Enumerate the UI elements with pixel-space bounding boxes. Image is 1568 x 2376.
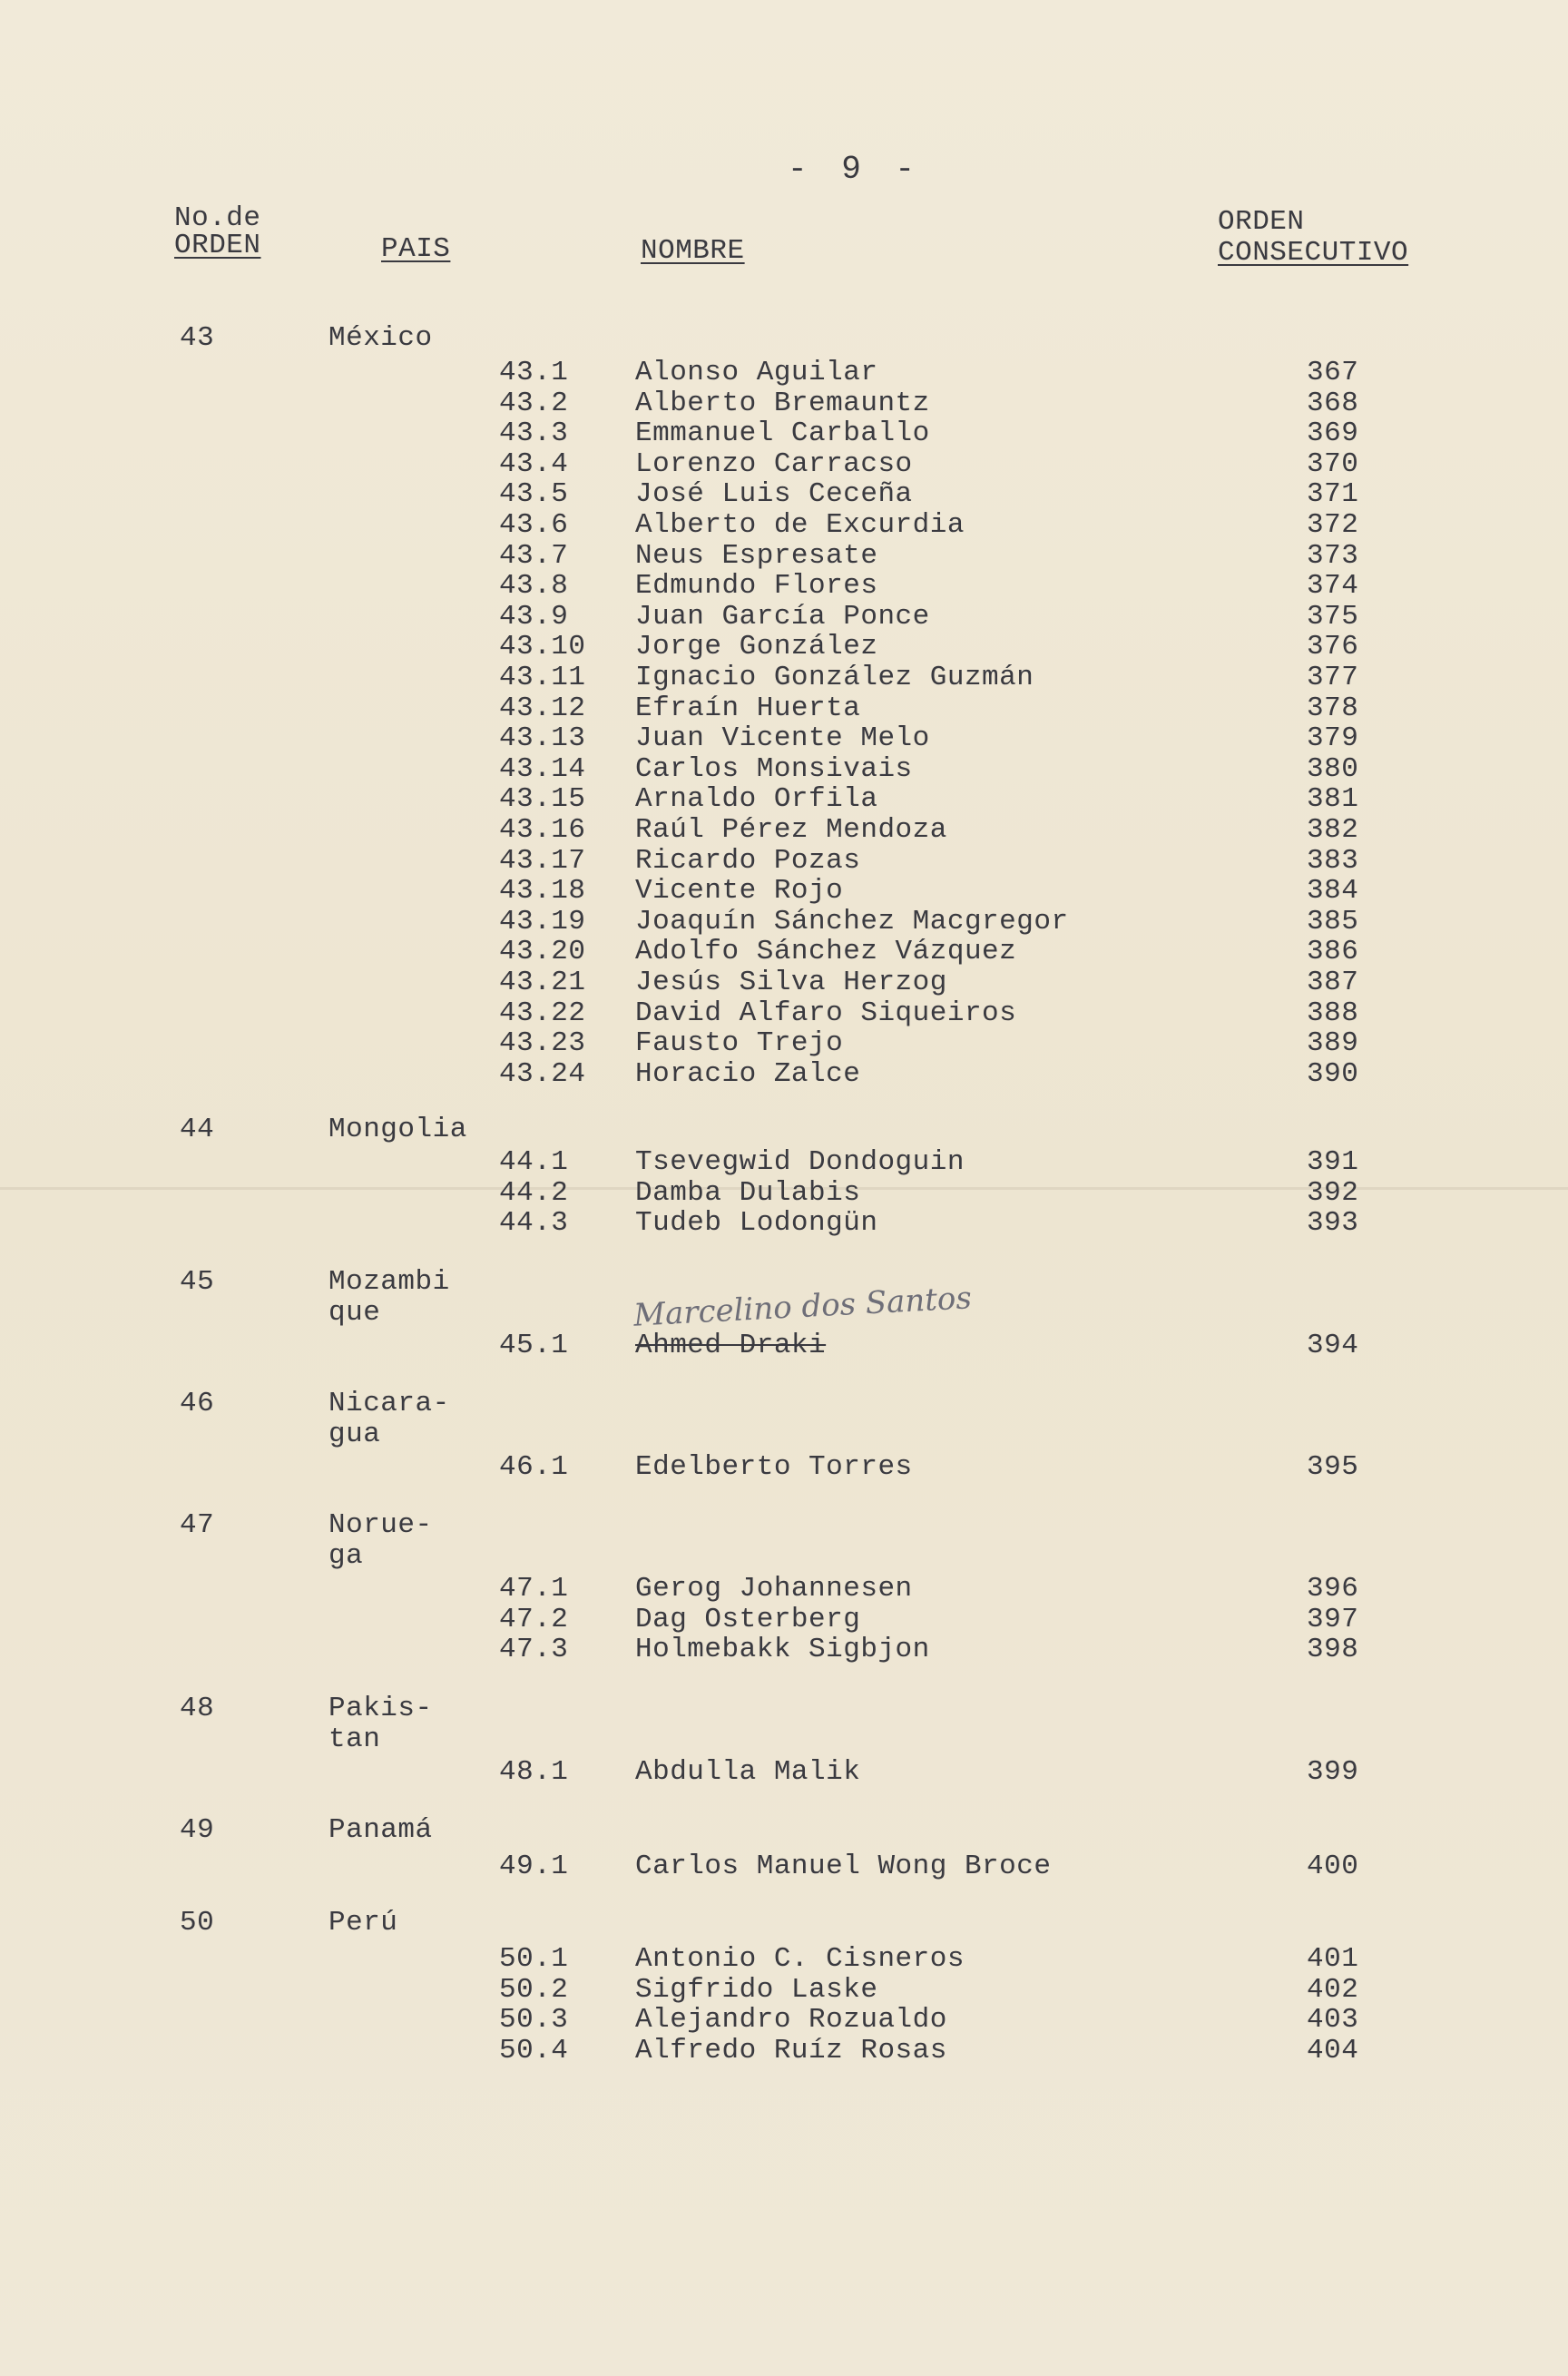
entry-consecutivo: 392 xyxy=(1307,1176,1359,1209)
entry-name: Emmanuel Carballo xyxy=(635,417,930,450)
country-name: Mongolia xyxy=(328,1114,467,1145)
country-name: Norue- ga xyxy=(328,1509,433,1572)
entry-name: Jesús Silva Herzog xyxy=(635,967,947,998)
entry-number: 43.13 xyxy=(499,722,586,755)
entry-number: 43.14 xyxy=(499,752,586,785)
entry-name: Alberto de Excurdia xyxy=(635,509,965,541)
header-pais: PAIS xyxy=(381,233,451,265)
entry-name: Juan García Ponce xyxy=(635,600,930,633)
entry-consecutivo: 381 xyxy=(1307,783,1359,816)
entry-name: Alonso Aguilar xyxy=(635,357,878,388)
entry-consecutivo: 384 xyxy=(1307,875,1359,908)
entry-number: 48.1 xyxy=(499,1756,569,1788)
entry-number: 43.8 xyxy=(499,570,569,603)
header-orden-line2: CONSECUTIVO xyxy=(1218,237,1409,269)
entry-consecutivo: 370 xyxy=(1307,447,1359,480)
entry-consecutivo: 380 xyxy=(1307,752,1359,785)
entry-name: Carlos Manuel Wong Broce xyxy=(635,1851,1052,1882)
entry-number: 43.22 xyxy=(499,997,586,1029)
entry-number: 43.21 xyxy=(499,967,586,998)
entry-name: Holmebakk Sigbjon xyxy=(635,1634,930,1666)
entry-number: 44.3 xyxy=(499,1207,569,1240)
entry-name: Raúl Pérez Mendoza xyxy=(635,814,947,846)
group-number: 43 xyxy=(180,322,215,354)
entry-number: 43.7 xyxy=(499,539,569,572)
entry-consecutivo: 399 xyxy=(1307,1756,1359,1788)
entry-number: 43.12 xyxy=(499,692,586,724)
entry-consecutivo: 388 xyxy=(1307,997,1359,1029)
entry-number: 43.15 xyxy=(499,783,586,816)
header-nombre: NOMBRE xyxy=(641,235,745,267)
entry-number: 50.1 xyxy=(499,1943,569,1975)
entry-name: Efraín Huerta xyxy=(635,692,861,724)
entry-number: 44.1 xyxy=(499,1146,569,1178)
entry-consecutivo: 377 xyxy=(1307,662,1359,693)
entry-number: 43.4 xyxy=(499,447,569,480)
entry-name: David Alfaro Siqueiros xyxy=(635,997,1017,1029)
entry-consecutivo: 390 xyxy=(1307,1057,1359,1090)
entry-number: 47.1 xyxy=(499,1573,569,1605)
entry-consecutivo: 394 xyxy=(1307,1330,1359,1361)
entry-name: Edelberto Torres xyxy=(635,1451,913,1483)
entry-name: Damba Dulabis xyxy=(635,1176,861,1209)
entry-consecutivo: 368 xyxy=(1307,387,1359,419)
entry-consecutivo: 403 xyxy=(1307,2004,1359,2037)
entry-number: 43.11 xyxy=(499,662,586,693)
entry-consecutivo: 375 xyxy=(1307,600,1359,633)
entry-name: Juan Vicente Melo xyxy=(635,722,930,755)
group-number: 45 xyxy=(180,1266,215,1298)
entry-name: Alberto Bremauntz xyxy=(635,387,930,419)
entry-number: 43.18 xyxy=(499,875,586,908)
handwritten-note: Marcelino dos Santos xyxy=(632,1280,973,1334)
entry-consecutivo: 386 xyxy=(1307,936,1359,968)
entry-consecutivo: 373 xyxy=(1307,539,1359,572)
group-number: 46 xyxy=(180,1388,215,1419)
entry-number: 43.16 xyxy=(499,814,586,846)
entry-consecutivo: 385 xyxy=(1307,905,1359,938)
entry-number: 43.10 xyxy=(499,631,586,663)
entry-name: Ahmed Draki xyxy=(635,1330,827,1361)
entry-consecutivo: 382 xyxy=(1307,814,1359,846)
entry-consecutivo: 402 xyxy=(1307,1973,1359,2006)
entry-consecutivo: 376 xyxy=(1307,631,1359,663)
page-number: - 9 - xyxy=(788,151,923,188)
entry-name: Antonio C. Cisneros xyxy=(635,1943,965,1975)
entry-name: Tudeb Lodongün xyxy=(635,1207,878,1240)
group-number: 47 xyxy=(180,1509,215,1541)
entry-name: Fausto Trejo xyxy=(635,1027,844,1060)
entry-name: Gerog Johannesen xyxy=(635,1573,913,1605)
entry-consecutivo: 372 xyxy=(1307,509,1359,541)
entry-consecutivo: 369 xyxy=(1307,417,1359,450)
entry-consecutivo: 401 xyxy=(1307,1943,1359,1975)
entry-name: Ricardo Pozas xyxy=(635,844,861,877)
entry-number: 43.24 xyxy=(499,1057,586,1090)
entry-number: 47.3 xyxy=(499,1634,569,1666)
entry-name: Adolfo Sánchez Vázquez xyxy=(635,936,1017,968)
entry-consecutivo: 395 xyxy=(1307,1451,1359,1483)
entry-consecutivo: 404 xyxy=(1307,2034,1359,2067)
country-name: México xyxy=(328,322,433,354)
entry-consecutivo: 396 xyxy=(1307,1573,1359,1605)
country-name: Pakis- tan xyxy=(328,1693,433,1755)
entry-number: 43.6 xyxy=(499,509,569,541)
entry-name: Neus Espresate xyxy=(635,539,878,572)
entry-name: Joaquín Sánchez Macgregor xyxy=(635,905,1069,938)
entry-number: 43.20 xyxy=(499,936,586,968)
entry-consecutivo: 367 xyxy=(1307,357,1359,388)
entry-name: Ignacio González Guzmán xyxy=(635,662,1034,693)
entry-name: Alejandro Rozualdo xyxy=(635,2004,947,2037)
country-name: Panamá xyxy=(328,1814,433,1846)
handwritten-signature xyxy=(632,1280,973,1333)
entry-consecutivo: 398 xyxy=(1307,1634,1359,1666)
header-orden-line1: ORDEN xyxy=(1218,206,1305,238)
entry-consecutivo: 374 xyxy=(1307,570,1359,603)
entry-name: Lorenzo Carracso xyxy=(635,447,913,480)
entry-consecutivo: 397 xyxy=(1307,1603,1359,1635)
entry-number: 44.2 xyxy=(499,1176,569,1209)
entry-number: 43.1 xyxy=(499,357,569,388)
entry-number: 43.3 xyxy=(499,417,569,450)
entry-consecutivo: 383 xyxy=(1307,844,1359,877)
entry-name: Abdulla Malik xyxy=(635,1756,861,1788)
entry-consecutivo: 391 xyxy=(1307,1146,1359,1178)
country-name: Mozambi que xyxy=(328,1266,450,1329)
entry-number: 43.9 xyxy=(499,600,569,633)
header-no-orden-line1: No.de xyxy=(174,202,261,234)
entry-name: José Luis Ceceña xyxy=(635,478,913,511)
group-number: 48 xyxy=(180,1693,215,1724)
entry-number: 47.2 xyxy=(499,1603,569,1635)
entry-number: 43.2 xyxy=(499,387,569,419)
entry-consecutivo: 371 xyxy=(1307,478,1359,511)
entry-consecutivo: 393 xyxy=(1307,1207,1359,1240)
entry-name: Jorge González xyxy=(635,631,878,663)
entry-number: 50.2 xyxy=(499,1973,569,2006)
entry-name: Arnaldo Orfila xyxy=(635,783,878,816)
entry-number: 43.5 xyxy=(499,478,569,511)
entry-name: Dag Osterberg xyxy=(635,1603,861,1635)
country-name: Nicara- gua xyxy=(328,1388,450,1450)
group-number: 50 xyxy=(180,1907,215,1939)
entry-number: 43.23 xyxy=(499,1027,586,1060)
entry-number: 49.1 xyxy=(499,1851,569,1882)
entry-name: Tsevegwid Dondoguin xyxy=(635,1146,965,1178)
entry-number: 50.3 xyxy=(499,2004,569,2037)
entry-name: Edmundo Flores xyxy=(635,570,878,603)
entry-number: 50.4 xyxy=(499,2034,569,2067)
entry-name: Vicente Rojo xyxy=(635,875,844,908)
group-number: 44 xyxy=(180,1114,215,1145)
entry-number: 46.1 xyxy=(499,1451,569,1483)
country-name: Perú xyxy=(328,1907,398,1939)
entry-name: Alfredo Ruíz Rosas xyxy=(635,2034,947,2067)
entry-number: 45.1 xyxy=(499,1330,569,1361)
entry-consecutivo: 387 xyxy=(1307,967,1359,998)
entry-consecutivo: 389 xyxy=(1307,1027,1359,1060)
entry-name: Carlos Monsivais xyxy=(635,752,913,785)
entry-number: 43.19 xyxy=(499,905,586,938)
entry-consecutivo: 400 xyxy=(1307,1851,1359,1882)
entry-name: Horacio Zalce xyxy=(635,1057,861,1090)
group-number: 49 xyxy=(180,1814,215,1846)
header-no-orden-line2: ORDEN xyxy=(174,230,261,261)
entry-consecutivo: 379 xyxy=(1307,722,1359,755)
entry-number: 43.17 xyxy=(499,844,586,877)
entry-name: Sigfrido Laske xyxy=(635,1973,878,2006)
entry-consecutivo: 378 xyxy=(1307,692,1359,724)
